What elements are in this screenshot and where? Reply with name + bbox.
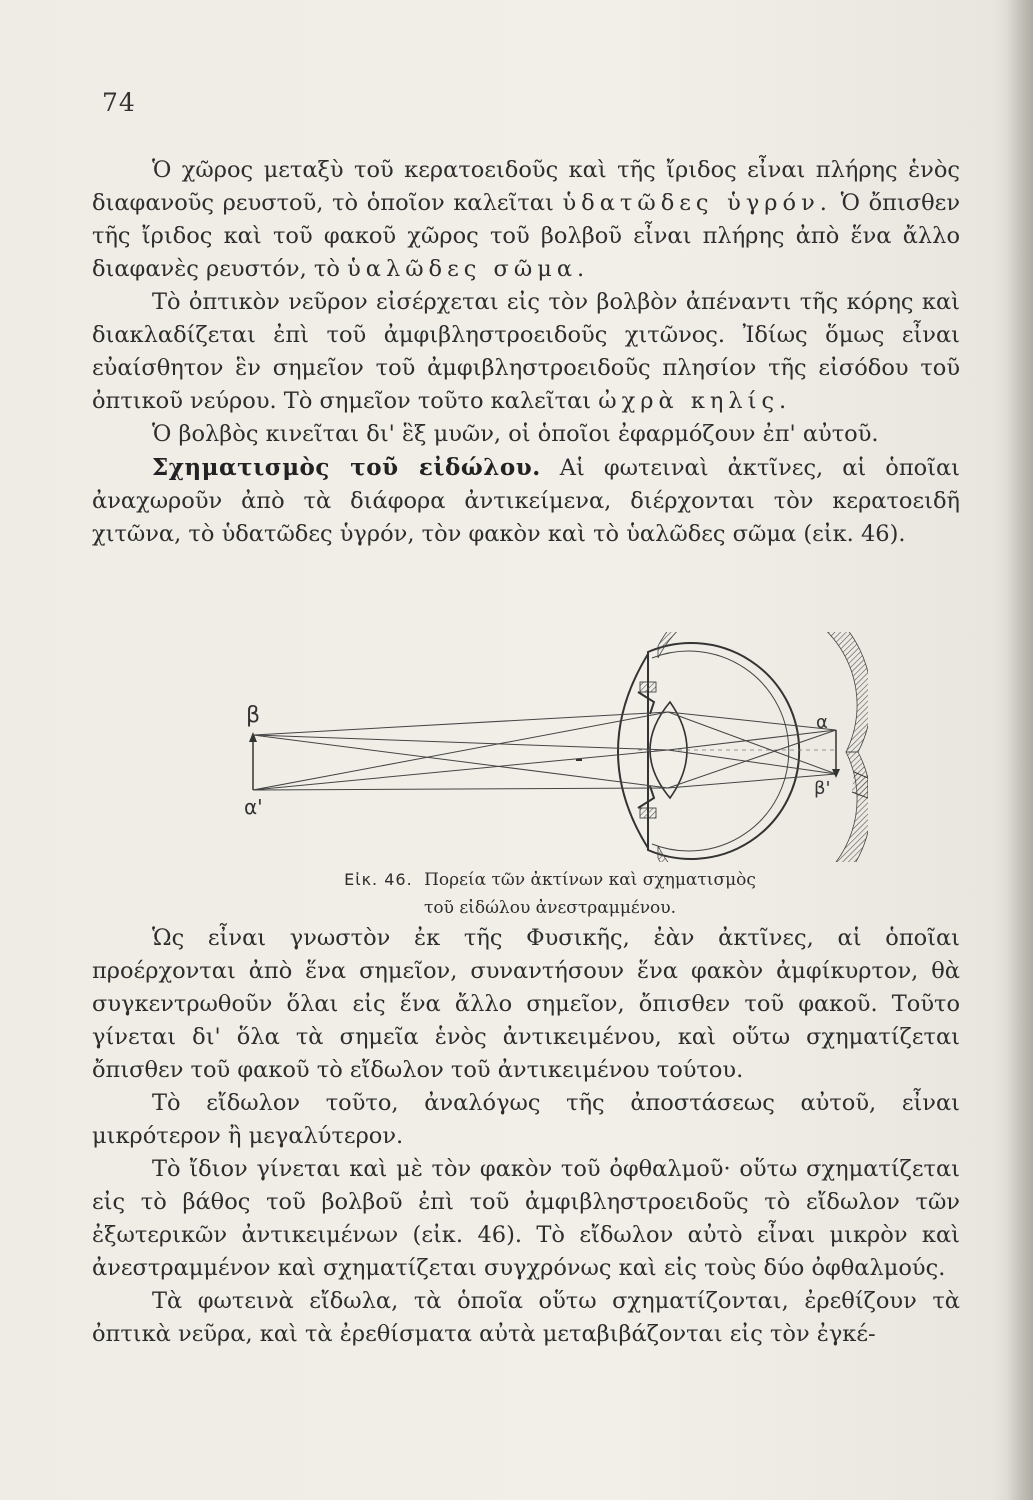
iris-bottom <box>638 786 654 808</box>
ray-9 <box>668 774 836 788</box>
paragraph-image-size: Τὸ εἴδωλον τοῦτο, ἀναλόγως τῆς ἀποστάσεως αὐτοῦ, εἶναι μικρότερον ἢ μεγαλύτερον. <box>92 1090 960 1149</box>
term-vitreous-body: ὑαλῶδες σῶμα. <box>347 256 590 282</box>
eye-ray-diagram <box>218 632 868 862</box>
ciliary-top <box>640 682 656 692</box>
caption-label: Εἰκ. 46. <box>344 870 413 889</box>
paragraph-physics: Ὡς εἶναι γνωστὸν ἐκ τῆς Φυσικῆς, ἐὰν ἀκτῖνες, αἱ ὁποῖαι προέρχονται ἀπὸ ἕνα σημεῖον, συναντήσουν ἕνα φακὸν ἀμφίκυρτον, θὰ συγκεντρωθοῦν ὅλαι εἰς ἕνα ἄλλο σημεῖον, ὄπισθεν τοῦ φακοῦ. Τοῦτο γίνεται δι' ὅλα τὰ σημεῖα ἑνὸς ἀντικειμένου, καὶ οὕτω σχηματίζεται ὄπισθεν τοῦ φακοῦ τὸ εἴδωλον τοῦ ἀντικειμένου τούτου. <box>92 925 960 1083</box>
ray-8 <box>668 750 836 774</box>
label-image-top: α <box>816 712 828 733</box>
object-arrow-head <box>249 732 257 742</box>
iris-top <box>638 692 654 714</box>
label-object-top: β <box>246 703 261 728</box>
ciliary-bottom <box>640 808 656 818</box>
paragraph-image-formation: Σχηματισμὸς τοῦ εἰδώλου. Αἱ φωτειναὶ ἀκτῖνες, αἱ ὁποῖαι ἀναχωροῦν ἀπὸ τὰ διάφορα ἀντικείμενα, διέρχονται τὸν κερατοειδῆ χιτῶνα, τὸ ὑδατῶδες ὑγρόν, τὸν φακὸν καὶ τὸ ὑαλῶδες σῶμα (εἰκ. 46). <box>92 454 960 547</box>
term-macula: ὠχρὰ κηλίς. <box>598 388 792 414</box>
caption-line-1: Πορεία τῶν ἀκτίνων καὶ σχηματισμὸς <box>424 870 756 890</box>
figure-caption <box>250 866 850 922</box>
paragraph-aqueous: Ὁ χῶρος μεταξὺ τοῦ κερατοειδοῦς καὶ τῆς ἴριδος εἶναι πλήρης ἑνὸς διαφανοῦς ρευστοῦ, τὸ ὁποῖον καλεῖται ὑδατῶδες ὑγρόν. Ὁ ὄπισθεν τῆς ἴριδος καὶ τοῦ φακοῦ χῶρος τοῦ βολβοῦ εἶναι πλήρης ἀπὸ ἕνα ἄλλο διαφανὲς ρευστόν, τὸ ὑαλῶδες σῶμα. <box>92 157 960 282</box>
ray-11 <box>668 730 836 750</box>
ray-12 <box>668 730 836 788</box>
label-image-bottom: β' <box>814 778 831 799</box>
caption-line-2: τοῦ εἰδώλου ἀνεστραμμένου. <box>423 898 676 918</box>
ray-6 <box>253 788 668 790</box>
page-number: 74 <box>102 88 136 117</box>
paragraph-optic-nerve: Τὸ ὀπτικὸν νεῦρον εἰσέρχεται εἰς τὸν βολβὸν ἀπέναντι τῆς κόρης καὶ διακλαδίζεται ἐπὶ τοῦ ἀμφιβληστροειδοῦς χιτῶνος. Ἰδίως ὅμως εἶναι εὐαίσθητον ἓν σημεῖον τοῦ ἀμφιβληστροειδοῦς πλησίον τῆς εἰσόδου τοῦ ὀπτικοῦ νεύρου. Τὸ σημεῖον τοῦτο καλεῖται ὠχρὰ κηλίς. <box>92 289 960 414</box>
paragraph-nerves: Τὰ φωτεινὰ εἴδωλα, τὰ ὁποῖα οὕτω σχηματίζονται, ἐρεθίζουν τὰ ὀπτικὰ νεῦρα, καὶ τὰ ἐρεθίσματα αὐτὰ μεταβιβάζονται εἰς τὸν ἐγκέ- <box>92 1288 960 1347</box>
paragraph-eye-lens: Τὸ ἴδιον γίνεται καὶ μὲ τὸν φακὸν τοῦ ὀφθαλμοῦ· οὕτω σχηματίζεται εἰς τὸ βάθος τοῦ βολβοῦ ἐπὶ τοῦ ἀμφιβληστροειδοῦς τὸ εἴδωλον τῶν ἐξωτερικῶν ἀντικειμένων (εἰκ. 46). Τὸ εἴδωλον αὐτὸ εἶναι μικρὸν καὶ ἀνεστραμμένον καὶ σχηματίζεται συγχρόνως καὶ εἰς τοὺς δύο ὀφθαλμούς. <box>92 1156 960 1281</box>
section-heading: Σχηματισμὸς τοῦ εἰδώλου. <box>152 454 541 481</box>
ray-5 <box>253 750 668 790</box>
label-object-bottom: α' <box>244 795 263 819</box>
page-edge-shadow <box>1007 0 1033 1500</box>
text-block-bottom <box>92 922 960 1351</box>
term-aqueous-humor: ὑδατῶδες ὑγρόν. <box>562 190 832 216</box>
paragraph-muscles: Ὁ βολβὸς κινεῖται δι' ἓξ μυῶν, οἱ ὁποῖοι ἐφαρμόζουν ἐπ' αὐτοῦ. <box>152 421 879 447</box>
text-block-top <box>92 154 960 551</box>
